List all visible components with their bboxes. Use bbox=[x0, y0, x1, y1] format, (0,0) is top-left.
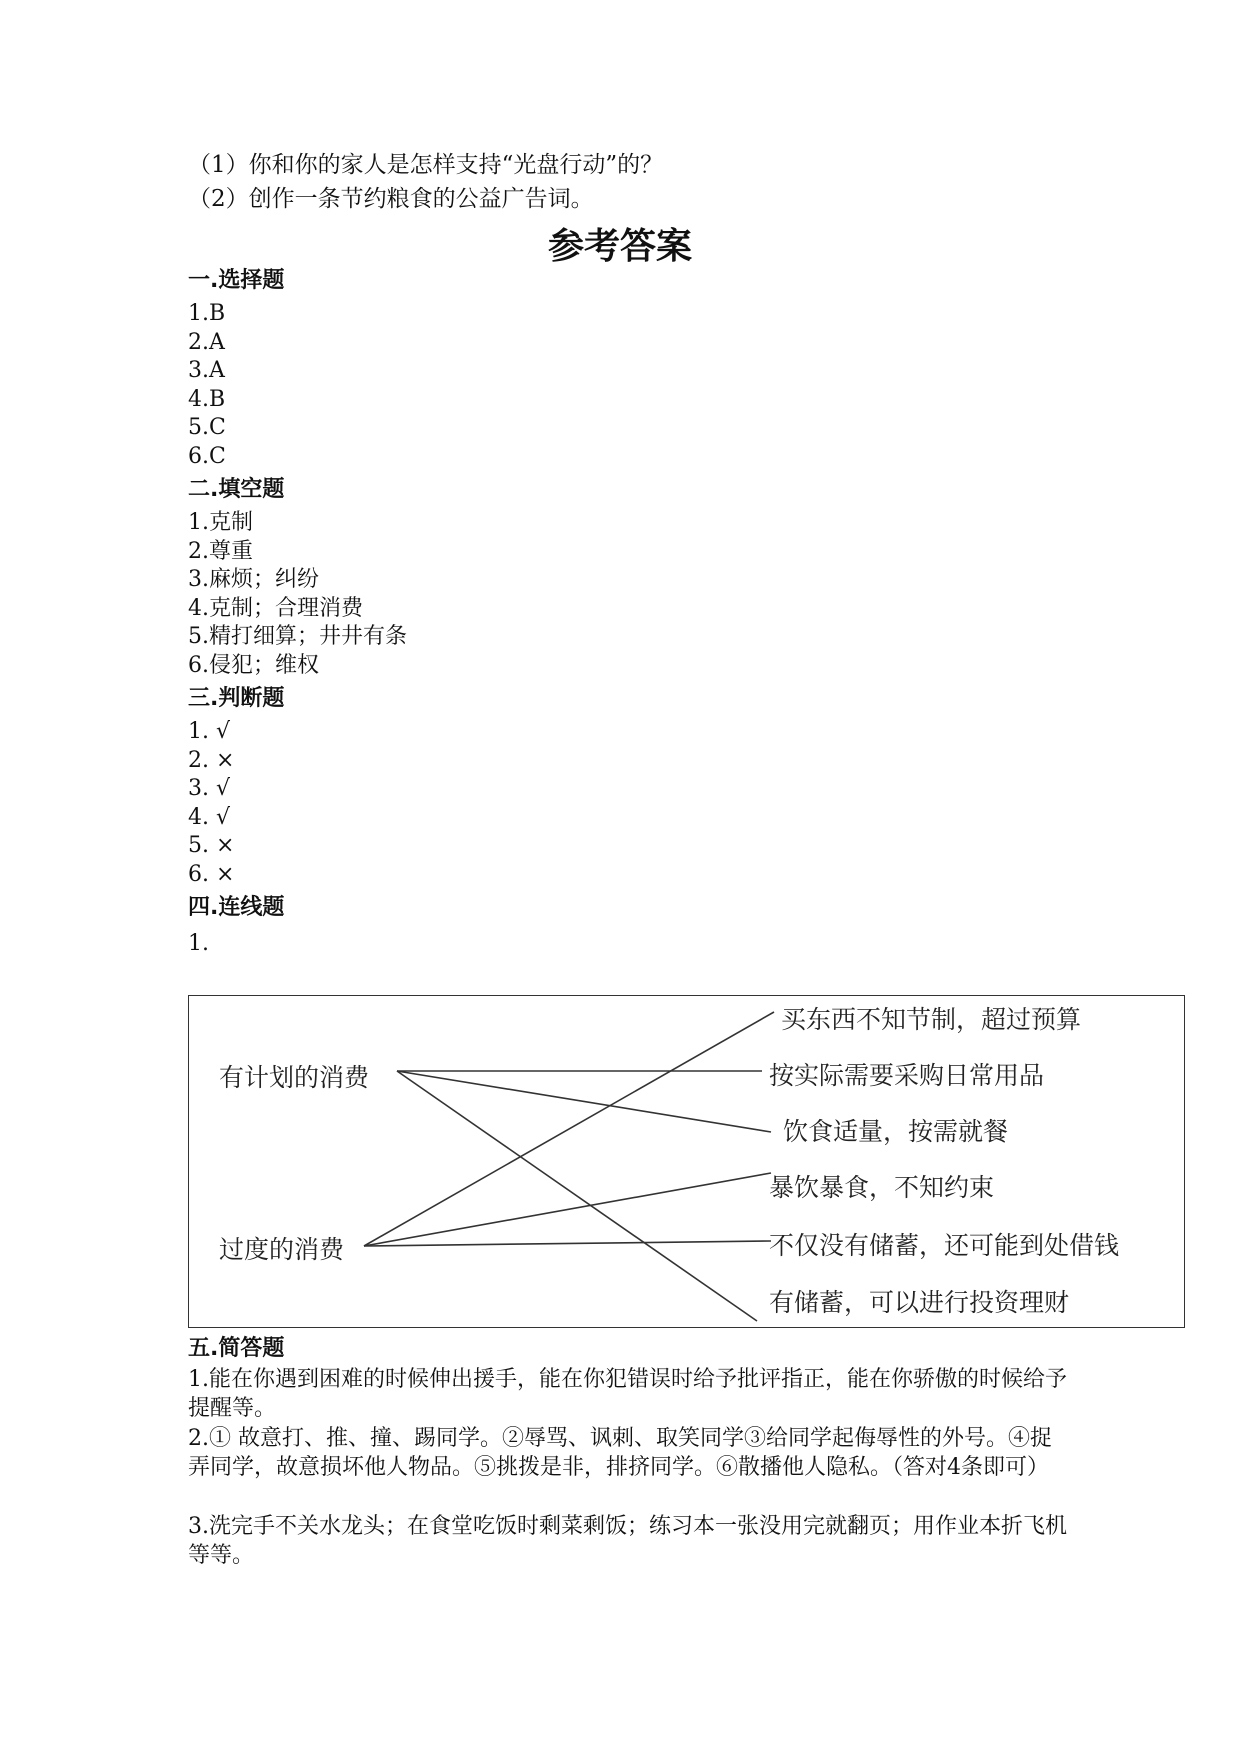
right-item: 买东西不知节制，超过预算 bbox=[781, 1005, 1082, 1034]
list-item: 3.A bbox=[188, 358, 225, 383]
right-item: 有储蓄，可以进行投资理财 bbox=[769, 1288, 1070, 1317]
list-item: 4. √ bbox=[188, 805, 231, 830]
list-item: 6.C bbox=[188, 444, 226, 469]
right-item: 暴饮暴食，不知约束 bbox=[769, 1173, 995, 1202]
list-item: 1.克制 bbox=[188, 510, 253, 535]
right-item: 饮食适量，按需就餐 bbox=[783, 1117, 1009, 1146]
answer-paragraph: 2.① 故意打、推、撞、踢同学。②辱骂、讽刺、取笑同学③给同学起侮辱性的外号。④捉弄同学，故意损坏他人物品。⑤挑拨是非，排挤同学。⑥散播他人隐私。（答对4条即可） bbox=[188, 1426, 1052, 1480]
list-item: 6.侵犯；维权 bbox=[188, 653, 319, 678]
list-item: 3.麻烦；纠纷 bbox=[188, 567, 319, 592]
section-heading-matching: 四.连线题 bbox=[188, 895, 285, 920]
list-item: 2. × bbox=[188, 748, 235, 773]
right-item: 按实际需要采购日常用品 bbox=[769, 1061, 1045, 1090]
answer-paragraph: 3.洗完手不关水龙头；在食堂吃饭时剩菜剩饭；练习本一张没用完就翻页；用作业本折飞机等等。 bbox=[188, 1514, 1067, 1568]
list-item: 5. × bbox=[188, 833, 235, 858]
question-1: （1）你和你的家人是怎样支持“光盘行动”的？ bbox=[188, 152, 664, 178]
list-item: 1. √ bbox=[188, 719, 231, 744]
answer-paragraph: 1.能在你遇到困难的时候伸出援手，能在你犯错误时给予批评指正，能在你骄傲的时候给予提醒等。 bbox=[188, 1367, 1067, 1421]
list-item: 1.B bbox=[188, 301, 226, 326]
connection-line-4 bbox=[364, 1173, 771, 1246]
right-item: 不仅没有储蓄，还可能到处借钱 bbox=[769, 1231, 1120, 1260]
list-item: 4.B bbox=[188, 387, 226, 412]
connection-lines bbox=[189, 996, 1186, 1329]
list-item: 2.A bbox=[188, 330, 225, 355]
section-heading-judge: 三.判断题 bbox=[188, 686, 285, 711]
section-heading-choice: 一.选择题 bbox=[188, 268, 285, 293]
question-2: （2）创作一条节约粮食的公益广告词。 bbox=[188, 186, 594, 212]
list-item: 5.精打细算；井井有条 bbox=[188, 624, 407, 649]
connection-line-3 bbox=[364, 1012, 774, 1246]
answer-title: 参考答案 bbox=[547, 226, 692, 267]
matching-diagram bbox=[188, 995, 1185, 1328]
list-item: 6. × bbox=[188, 862, 235, 887]
left-item-excessive: 过度的消费 bbox=[219, 1235, 345, 1264]
section-heading-fill: 二.填空题 bbox=[188, 477, 285, 502]
list-item: 4.克制；合理消费 bbox=[188, 596, 363, 621]
list-item: 2.尊重 bbox=[188, 539, 253, 564]
left-item-planned: 有计划的消费 bbox=[219, 1063, 370, 1092]
section-heading-short-answer: 五.简答题 bbox=[188, 1336, 285, 1361]
connection-line-5 bbox=[364, 1241, 771, 1246]
list-item: 1. bbox=[188, 931, 209, 956]
list-item: 3. √ bbox=[188, 776, 231, 801]
list-item: 5.C bbox=[188, 415, 226, 440]
connection-line-1 bbox=[397, 1071, 771, 1132]
